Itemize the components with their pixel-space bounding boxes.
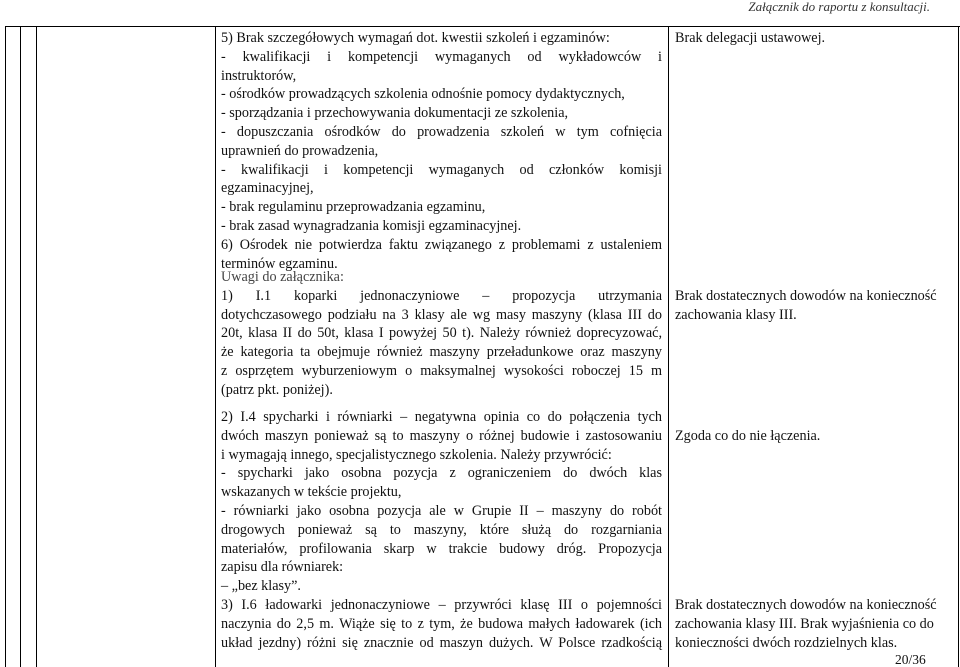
remark-line: dwóch maszyn ponieważ są to maszyny o różnej budowie i zastosowaniu	[221, 427, 662, 444]
remark-line: dotychczasowego podziału na 3 klasy ale wg masy maszyny (klasa III do	[221, 306, 662, 323]
remark-line: z osprzętem wyburzeniowym o maksymalnej wysokości roboczej 15 m	[221, 362, 662, 379]
response-text: zachowania klasy III.	[675, 306, 797, 323]
response-text: Brak delegacji ustawowej.	[675, 30, 826, 46]
remark-line: 2) I.4 spycharki i równiarki – negatywna opinia co do połączenia tych	[221, 409, 662, 425]
remark-line: egzaminacyjnej,	[221, 180, 314, 197]
remark-line: drogowych ponieważ są to maszyny, które służą do rozgarniania	[221, 521, 662, 538]
response-3	[675, 427, 957, 446]
remark-line: układ jezdny) różni się znacznie od maszyn dużych. W Polsce rzadkością	[221, 634, 662, 651]
response-1	[675, 29, 957, 48]
attachment-note: Załącznik do raportu z konsultacji.	[748, 0, 930, 14]
table-right-border	[958, 26, 959, 667]
remark-line: materiałów, profilowania skarp w trakcie budowy dróg. Propozycja	[221, 540, 662, 557]
remark-line: - równiarki jako osobna pozycja ale w Grupie II – maszyny do robót	[221, 502, 662, 519]
response-2	[675, 287, 957, 325]
response-text: Brak dostatecznych dowodów na konieczność	[675, 597, 937, 613]
response-text: Zgoda co do nie łączenia.	[675, 428, 821, 444]
remark-line: - ośrodków prowadzących szkolenia odnośnie pomocy dydaktycznych,	[221, 86, 625, 103]
remark-line: zapisu dla równiarek:	[221, 559, 344, 576]
table-top-border	[5, 26, 960, 27]
remark-line: (patrz pkt. poniżej).	[221, 381, 333, 398]
remark-line: - brak regulaminu przeprowadzania egzaminu,	[221, 199, 486, 216]
response-text: Brak dostatecznych dowodów na konieczność	[675, 288, 937, 304]
remark-line: - spycharki jako osobna pozycja z ograniczeniem do dwóch klas	[221, 465, 662, 482]
remark-line: 20t, klasa II do 50t, klasa I powyżej 50 t). Należy również doprecyzować,	[221, 325, 662, 342]
remark-line: wskazanych w tekście projektu,	[221, 484, 402, 501]
page-number: 20/36	[895, 652, 926, 667]
response-4	[675, 596, 957, 652]
remark-line: że kategoria ta obejmuje również maszyny przeładunkowe oraz maszyny	[221, 344, 662, 361]
annex-remarks-1	[221, 268, 662, 400]
remark-line: 5) Brak szczegółowych wymagań dot. kwestii szkoleń i egzaminów:	[221, 30, 610, 46]
remark-line: uprawnień do prowadzenia,	[221, 142, 379, 159]
table-left-border	[5, 26, 6, 667]
remark-line: i wymagają innego, specjalistycznego szkolenia. Należy przywrócić:	[221, 446, 612, 463]
column-divider-3	[215, 26, 216, 667]
remark-line: - kwalifikacji i kompetencji wymaganych od wykładowców i	[221, 48, 662, 65]
column-divider-2	[36, 26, 37, 667]
column-divider-4	[668, 26, 669, 667]
remark-line: 1) I.1 koparki jednonaczyniowe – propozycja utrzymania	[221, 287, 662, 304]
column-divider-1	[20, 26, 21, 667]
remark-line: 3) I.6 ładowarki jednonaczyniowe – przywróci klasę III o pojemności	[221, 597, 662, 613]
remark-line: - sporządzania i przechowywania dokumentacji ze szkolenia,	[221, 105, 569, 122]
remark-line: naczynia do 2,5 m. Wiąże się to z tym, że budowa małych ładowarek (ich	[221, 615, 662, 632]
remark-line: instruktorów,	[221, 67, 297, 84]
remark-line: - brak zasad wynagradzania komisji egzaminacyjnej.	[221, 217, 522, 234]
remark-line: 6) Ośrodek nie potwierdza faktu związanego z problemami z ustaleniem	[221, 236, 662, 253]
training-exam-remarks	[221, 29, 662, 273]
remark-line: – „bez klasy”.	[221, 578, 301, 595]
remark-line: - dopuszczania ośrodków do prowadzenia szkoleń w tym cofnięcia	[221, 123, 662, 140]
remark-line: - kwalifikacji i kompetencji wymaganych od członków komisji	[221, 161, 662, 178]
response-text: zachowania klasy III. Brak wyjaśnienia co do	[675, 615, 934, 632]
annex-remarks-3	[221, 596, 662, 652]
annex-remarks-2	[221, 408, 662, 596]
response-text: konieczności dwóch rozdzielnych klas.	[675, 634, 898, 651]
remark-line: terminów egzaminu.	[221, 255, 338, 272]
annex-heading: Uwagi do załącznika:	[221, 269, 344, 285]
